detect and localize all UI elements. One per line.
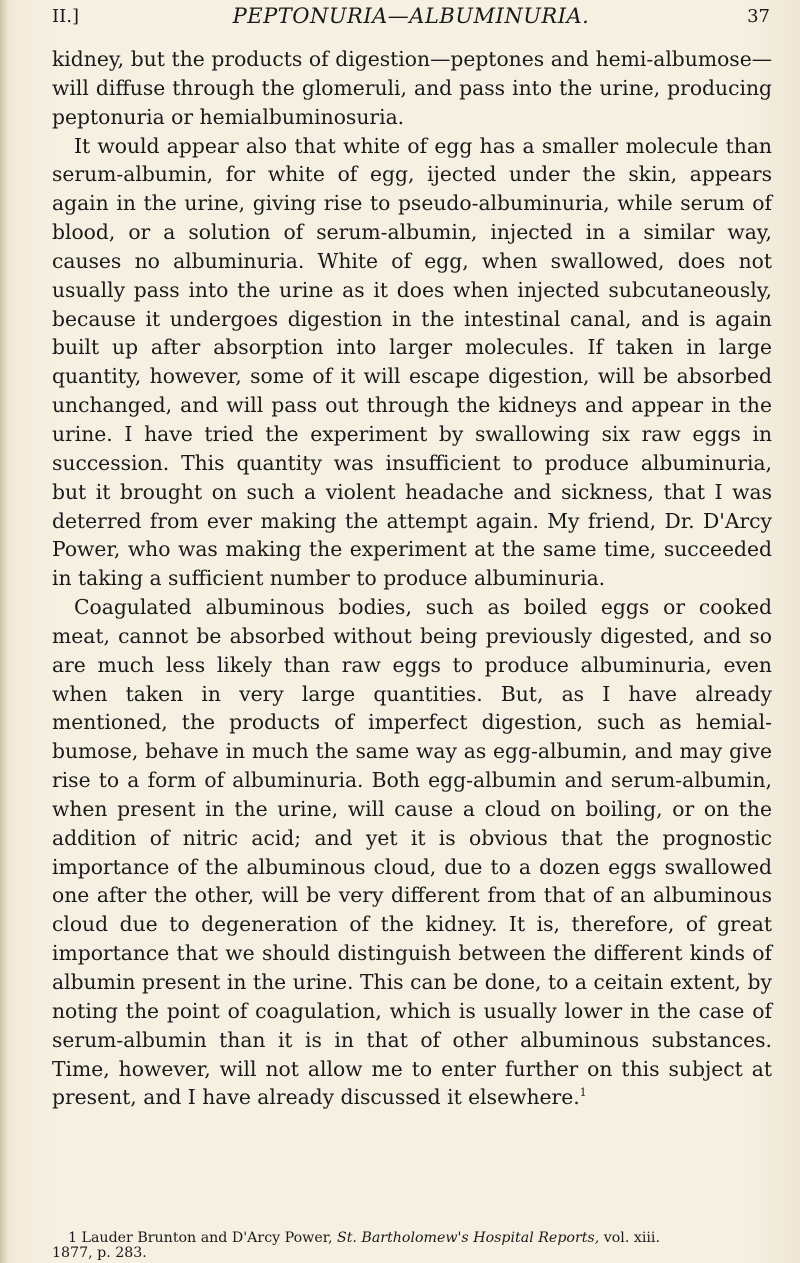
paragraph-egg-white: It would appear also that white of egg has a smaller molecule than serum-albumin, for white of egg, ijected under the skin, appears again in the urine, giving rise to pseudo-albuminuria, while serum of blood, or a solution of serum-albumin, injected in a similar way, causes no albuminuria. White of egg, when swallowed, does not usually pass into the urine as it does when injected subcutaneously, because it undergoes digestion in the intestinal canal, and is again built up after absorption into larger molecules. If taken in large quantity, however, some of it will escape digestion, will be absorbed unchanged, and will pass out through the kidneys and appear in the urine. I have tried the experiment by swallowing six raw eggs in succession. This quantity was insufficient to produce albuminuria, but it brought on such a violent headache and sickness, that I was deterred from ever making the attempt again. My friend, Dr. D'Arcy Power, who was making the experiment at the same time, succeeded in taking a sufficient number to produce albuminuria. — [52, 133, 772, 591]
paragraph-coagulated-albumin-text: Coagulated albuminous bodies, such as boiled eggs or cooked meat, cannot be absorbed without being previously digested, and so are much less likely than raw eggs to produce albuminuria, even when taken in very large quantities. But, as I have already mentioned, the products of imperfect digestion, such as hemial-bumose, behave in much the same way as egg-albumin, and may give rise to a form of albuminuria. Both egg-albumin and serum-albumin, when present in the urine, will cause a cloud on boiling, or on the addition of nitric acid; and yet it is obvious that the prognostic importance of the albuminous cloud, due to a dozen eggs swallowed one after the other, will be very different from that of an albuminous cloud due to degeneration of the kidney. It is, therefore, of great importance that we should distinguish between the different kinds of albumin present in the urine. This can be done, to a ceitain extent, by noting the point of coagulation, which is usually lower in the case of serum-albumin than it is in that of other albuminous substances. Time, however, will not allow me to enter further on this subject at present, and I have already discussed it elsewhere. — [52, 595, 772, 1110]
paragraph-continuation: kidney, but the products of digestion—peptones and hemi-albumose—will diffuse through the glomeruli, and pass into the urine, producing peptonuria or hemialbuminosuria. — [52, 47, 772, 129]
running-title: PEPTONURIA—ALBUMINURIA. — [232, 4, 590, 28]
paragraph-coagulated-albumin — [52, 593, 772, 1112]
chapter-number: II.] — [52, 6, 79, 27]
running-head — [52, 2, 770, 32]
page-gutter-shadow — [0, 0, 8, 1263]
footnote-authors: Lauder Brunton and D'Arcy Power, — [81, 1230, 333, 1246]
footnote-volume: vol. xiii. — [603, 1230, 660, 1246]
page-number: 37 — [747, 6, 770, 27]
footnote-reference: 1 — [579, 1086, 587, 1100]
footnote-marker: 1 — [68, 1230, 78, 1246]
footnote — [52, 1229, 768, 1247]
body-text — [52, 45, 772, 1112]
footnote-year-page: 1877, p. 283. — [52, 1245, 147, 1261]
footnote-journal: St. Bartholomew's Hospital Reports, — [336, 1230, 600, 1246]
